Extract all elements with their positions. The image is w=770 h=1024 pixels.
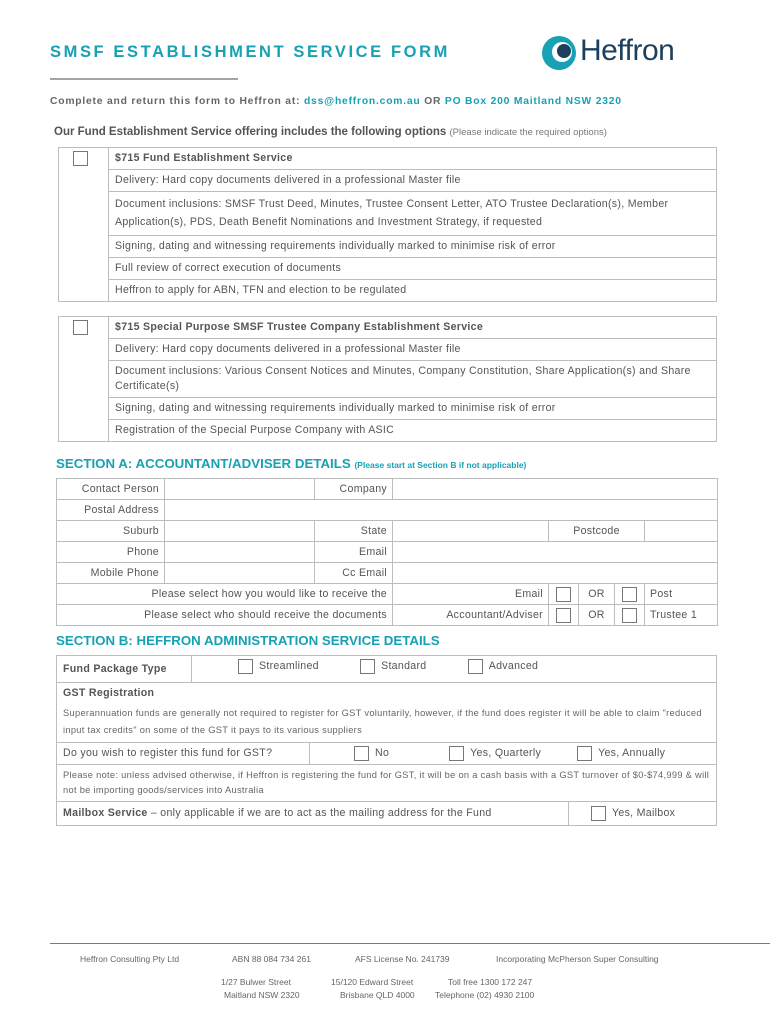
contact-person-input[interactable]	[165, 479, 315, 500]
gst-no-option[interactable]	[354, 746, 389, 761]
advanced-label: Advanced	[488, 660, 539, 672]
option1-item: Document inclusions: SMSF Trust Deed, Minutes, Trustee Consent Letter, ATO Trustee Declaration(s), Member Application(s), PDS, Death Benefit Nominations and Investment Strategy, if requested	[109, 192, 717, 236]
footer-telephone: Telephone (02) 4930 2100	[435, 990, 535, 1000]
title-underline	[50, 78, 238, 80]
streamlined-label: Streamlined	[259, 660, 319, 672]
mailbox-yes-label: Yes, Mailbox	[612, 807, 676, 819]
section-b-table	[56, 655, 717, 826]
contact-person-label: Contact Person	[57, 479, 165, 500]
footer-company: Heffron Consulting Pty Ltd	[80, 954, 180, 964]
receive-or-label: OR	[579, 584, 615, 605]
section-b-heading: SECTION B: HEFFRON ADMINISTRATION SERVICE DETAILS	[56, 633, 440, 648]
receive-adviser-label: Accountant/Adviser	[393, 605, 549, 626]
gst-question: Do you wish to register this fund for GST?	[57, 743, 310, 764]
receive-trustee-checkbox[interactable]	[622, 608, 637, 623]
return-email-link[interactable]: dss@heffron.com.au	[303, 96, 421, 107]
fund-package-label: Fund Package Type	[57, 656, 192, 683]
gst-heading: GST Registration	[63, 687, 155, 699]
mailbox-label: Mailbox Service	[63, 807, 148, 819]
mailbox-text: – only applicable if we are to act as the mailing address for the Fund	[150, 807, 492, 819]
suburb-label: Suburb	[57, 521, 165, 542]
option2-title: $715 Special Purpose SMSF Trustee Company Establishment Service	[109, 317, 717, 339]
receive-email-label: Email	[393, 584, 549, 605]
option2-item: Signing, dating and witnessing requirements individually marked to minimise risk of error	[109, 398, 717, 420]
gst-quarterly-option[interactable]	[449, 746, 541, 761]
cc-email-label: Cc Email	[315, 563, 393, 584]
receive-trustee-checkbox-cell	[615, 605, 645, 626]
option1-item: Full review of correct execution of documents	[109, 258, 717, 280]
footer-divider	[50, 943, 770, 944]
option2-checkbox[interactable]	[73, 320, 88, 335]
gst-annually-checkbox[interactable]	[577, 746, 592, 761]
mailbox-option[interactable]	[591, 806, 675, 821]
receive-post-checkbox-cell	[615, 584, 645, 605]
postal-address-input[interactable]	[165, 500, 718, 521]
return-prefix: Complete and return this form to Heffron at:	[50, 96, 301, 107]
gst-quarterly-label: Yes, Quarterly	[470, 747, 542, 759]
footer-addr1-line1: 1/27 Bulwer Street	[221, 977, 291, 987]
company-input[interactable]	[393, 479, 718, 500]
option1-item: Delivery: Hard copy documents delivered in a professional Master file	[109, 170, 717, 192]
mobile-label: Mobile Phone	[57, 563, 165, 584]
return-or: OR	[424, 96, 442, 107]
option-trustee-company	[58, 316, 717, 442]
company-label: Company	[315, 479, 393, 500]
option1-item: Heffron to apply for ABN, TFN and election to be regulated	[109, 280, 717, 302]
phone-input[interactable]	[165, 542, 315, 563]
offering-heading	[54, 126, 607, 138]
standard-option[interactable]	[360, 659, 426, 674]
form-title: SMSF ESTABLISHMENT SERVICE FORM	[50, 43, 450, 61]
offering-heading-text: Our Fund Establishment Service offering includes the following options	[54, 126, 447, 138]
cc-email-input[interactable]	[393, 563, 718, 584]
heffron-logo	[540, 34, 720, 72]
mobile-input[interactable]	[165, 563, 315, 584]
receive-post-checkbox[interactable]	[622, 587, 637, 602]
receive-email-checkbox[interactable]	[556, 587, 571, 602]
gst-registration-block	[57, 683, 717, 743]
state-label: State	[315, 521, 393, 542]
postcode-label: Postcode	[549, 521, 645, 542]
email-label: Email	[315, 542, 393, 563]
receive-method-label: Please select how you would like to receive the	[57, 584, 393, 605]
option2-item: Delivery: Hard copy documents delivered in a professional Master file	[109, 339, 717, 361]
return-postal: PO Box 200 Maitland NSW 2320	[444, 96, 622, 107]
receive-post-label: Post	[645, 584, 718, 605]
heffron-logo-icon	[540, 34, 578, 72]
email-input[interactable]	[393, 542, 718, 563]
footer-incorporating: Incorporating McPherson Super Consulting	[496, 954, 659, 964]
mailbox-checkbox[interactable]	[591, 806, 606, 821]
receive-who-or-label: OR	[579, 605, 615, 626]
postal-address-label: Postal Address	[57, 500, 165, 521]
suburb-input[interactable]	[165, 521, 315, 542]
footer-addr2-line2: Brisbane QLD 4000	[340, 990, 415, 1000]
gst-quarterly-checkbox[interactable]	[449, 746, 464, 761]
standard-label: Standard	[381, 660, 427, 672]
streamlined-checkbox[interactable]	[238, 659, 253, 674]
phone-label: Phone	[57, 542, 165, 563]
receive-email-checkbox-cell	[549, 584, 579, 605]
option1-checkbox-cell	[59, 148, 109, 302]
footer-afs: AFS License No. 241739	[355, 954, 450, 964]
section-a-note: (Please start at Section B if not applicable)	[354, 460, 527, 470]
gst-question-row	[57, 743, 717, 765]
state-input[interactable]	[393, 521, 549, 542]
advanced-option[interactable]	[468, 659, 539, 674]
gst-no-checkbox[interactable]	[354, 746, 369, 761]
footer-abn: ABN 88 084 734 261	[232, 954, 311, 964]
option2-item: Document inclusions: Various Consent Notices and Minutes, Company Constitution, Share Application(s) and Share Certificate(s)	[109, 361, 717, 398]
return-instructions	[50, 96, 622, 107]
receive-adviser-checkbox-cell	[549, 605, 579, 626]
section-a-heading	[56, 456, 526, 471]
section-a-table	[56, 478, 718, 626]
option2-item: Registration of the Special Purpose Company with ASIC	[109, 420, 717, 442]
streamlined-option[interactable]	[238, 659, 319, 674]
option1-checkbox[interactable]	[73, 151, 88, 166]
footer-addr1-line2: Maitland NSW 2320	[224, 990, 300, 1000]
gst-no-label: No	[375, 747, 390, 759]
receive-who-label: Please select who should receive the documents	[57, 605, 393, 626]
option-fund-establishment	[58, 147, 717, 302]
mailbox-row	[57, 802, 717, 826]
receive-trustee-label: Trustee 1	[645, 605, 718, 626]
postcode-input[interactable]	[645, 521, 718, 542]
section-a-title: SECTION A: ACCOUNTANT/ADVISER DETAILS	[56, 456, 351, 471]
gst-basis-note: Please note: unless advised otherwise, if Heffron is registering the fund for GST, it will be on a cash basis with a GST turnover of $0-$74,999 & will not be importing goods/services into Australia	[57, 765, 717, 802]
receive-adviser-checkbox[interactable]	[556, 608, 571, 623]
footer-addr2-line1: 15/120 Edward Street	[331, 977, 414, 987]
option1-title: $715 Fund Establishment Service	[109, 148, 717, 170]
standard-checkbox[interactable]	[360, 659, 375, 674]
option1-item: Signing, dating and witnessing requirements individually marked to minimise risk of error	[109, 236, 717, 258]
footer-tollfree: Toll free 1300 172 247	[448, 977, 533, 987]
gst-text: Superannuation funds are generally not required to register for GST voluntarily, however, if the fund does register it will be able to claim "reduced input tax credits" on some of the GST it pays to its various suppliers	[63, 708, 702, 735]
offering-note: (Please indicate the required options)	[449, 127, 607, 138]
option2-checkbox-cell	[59, 317, 109, 442]
advanced-checkbox[interactable]	[468, 659, 483, 674]
logo-wordmark: Heffron	[580, 34, 675, 67]
gst-annually-option[interactable]	[577, 746, 665, 761]
mailbox-service	[57, 802, 569, 825]
gst-annually-label: Yes, Annually	[598, 747, 666, 759]
fund-package-options	[192, 656, 717, 683]
